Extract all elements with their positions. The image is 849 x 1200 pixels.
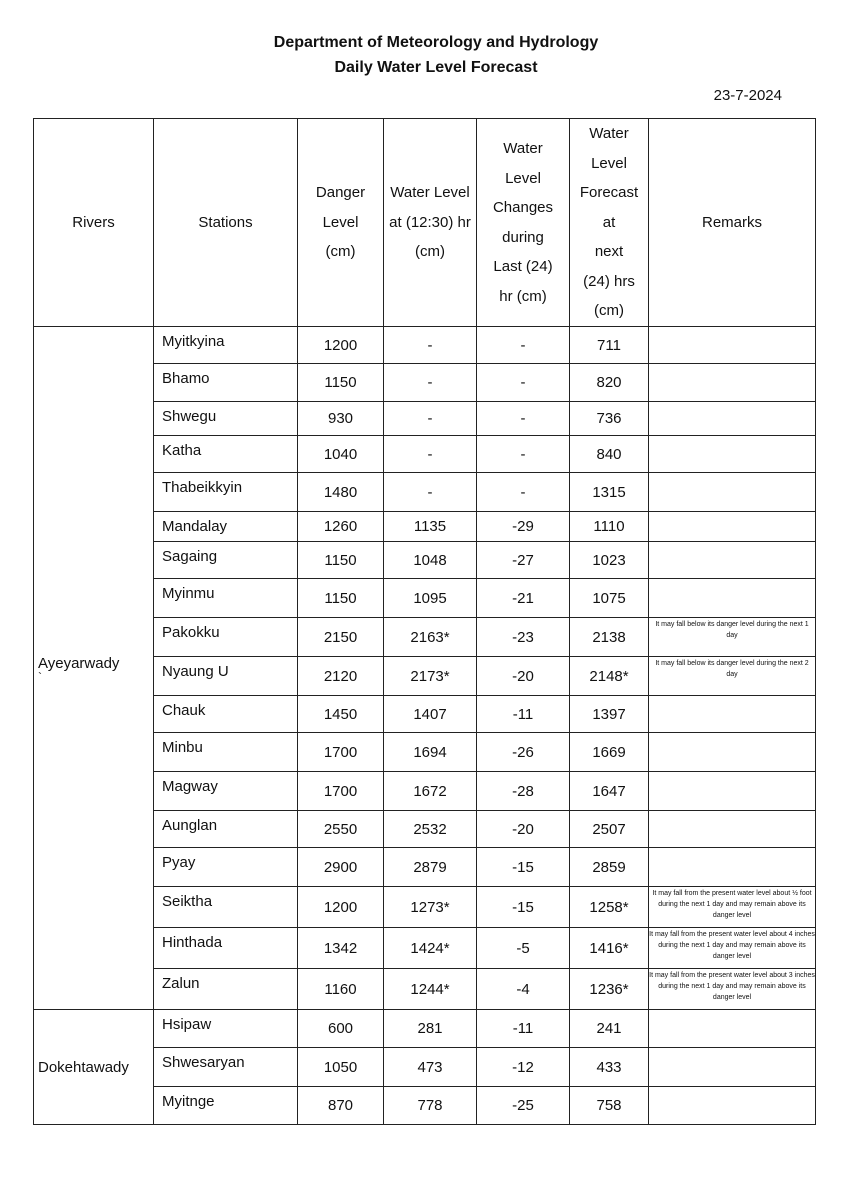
station-cell: Hsipaw bbox=[154, 1010, 298, 1048]
forecast-cell: 2859 bbox=[570, 848, 649, 887]
level-change-cell: -26 bbox=[477, 733, 570, 772]
station-cell: Hinthada bbox=[154, 928, 298, 969]
level-change-cell: - bbox=[477, 402, 570, 436]
danger-level-cell: 2900 bbox=[298, 848, 384, 887]
table-row bbox=[34, 1010, 816, 1048]
remarks-cell bbox=[649, 848, 816, 887]
remarks-cell bbox=[649, 1048, 816, 1087]
forecast-cell: 1236* bbox=[570, 969, 649, 1010]
remarks-cell bbox=[649, 436, 816, 473]
remarks-cell bbox=[649, 473, 816, 512]
table-body bbox=[34, 327, 816, 1125]
header-danger-level: Danger Level (cm) bbox=[298, 119, 384, 327]
water-level-cell: 2163* bbox=[384, 618, 477, 657]
danger-level-cell: 1700 bbox=[298, 772, 384, 811]
water-level-cell: - bbox=[384, 364, 477, 402]
station-cell: Minbu bbox=[154, 733, 298, 772]
level-change-cell: - bbox=[477, 364, 570, 402]
water-level-cell: - bbox=[384, 327, 477, 364]
danger-level-cell: 870 bbox=[298, 1087, 384, 1125]
level-change-cell: -27 bbox=[477, 542, 570, 579]
remarks-cell bbox=[649, 542, 816, 579]
title-line-2: Daily Water Level Forecast bbox=[334, 59, 538, 76]
river-name-text: Dokehtawady bbox=[38, 1058, 129, 1076]
forecast-cell: 840 bbox=[570, 436, 649, 473]
forecast-cell: 1416* bbox=[570, 928, 649, 969]
remarks-cell bbox=[649, 1087, 816, 1125]
remarks-cell bbox=[649, 327, 816, 364]
forecast-cell: 820 bbox=[570, 364, 649, 402]
danger-level-cell: 1700 bbox=[298, 733, 384, 772]
station-cell: Myinmu bbox=[154, 579, 298, 618]
danger-level-cell: 1342 bbox=[298, 928, 384, 969]
forecast-cell: 2507 bbox=[570, 811, 649, 848]
water-level-cell: 2532 bbox=[384, 811, 477, 848]
remarks-cell bbox=[649, 696, 816, 733]
level-change-cell: -12 bbox=[477, 1048, 570, 1087]
water-level-cell: 1273* bbox=[384, 887, 477, 928]
danger-level-cell: 600 bbox=[298, 1010, 384, 1048]
header-forecast: Water Level Forecast at next (24) hrs (cm) bbox=[570, 119, 649, 327]
river-name-text: Ayeyarwady bbox=[38, 654, 120, 672]
level-change-cell: -29 bbox=[477, 512, 570, 542]
water-level-cell: 1244* bbox=[384, 969, 477, 1010]
station-cell: Nyaung U bbox=[154, 657, 298, 696]
level-change-cell: -11 bbox=[477, 696, 570, 733]
danger-level-cell: 1150 bbox=[298, 364, 384, 402]
water-level-cell: 1424* bbox=[384, 928, 477, 969]
station-cell: Magway bbox=[154, 772, 298, 811]
title-line-1: Department of Meteorology and Hydrology bbox=[273, 34, 599, 51]
forecast-cell: 1669 bbox=[570, 733, 649, 772]
level-change-cell: -23 bbox=[477, 618, 570, 657]
water-level-cell: 1407 bbox=[384, 696, 477, 733]
danger-level-cell: 1050 bbox=[298, 1048, 384, 1087]
danger-level-cell: 1200 bbox=[298, 887, 384, 928]
station-cell: Myitkyina bbox=[154, 327, 298, 364]
water-level-cell: 281 bbox=[384, 1010, 477, 1048]
level-change-cell: -20 bbox=[477, 811, 570, 848]
level-change-cell: -20 bbox=[477, 657, 570, 696]
remarks-cell: It may fall below its danger level during the next 2 day bbox=[649, 657, 816, 696]
forecast-cell: 1258* bbox=[570, 887, 649, 928]
station-cell: Aunglan bbox=[154, 811, 298, 848]
remarks-cell: It may fall below its danger level during the next 1 day bbox=[649, 618, 816, 657]
station-cell: Myitnge bbox=[154, 1087, 298, 1125]
station-cell: Bhamo bbox=[154, 364, 298, 402]
document-title bbox=[0, 30, 849, 80]
header-water-level: Water Level at (12:30) hr (cm) bbox=[384, 119, 477, 327]
danger-level-cell: 2550 bbox=[298, 811, 384, 848]
water-level-cell: 1048 bbox=[384, 542, 477, 579]
water-level-cell: - bbox=[384, 436, 477, 473]
header-remarks: Remarks bbox=[649, 119, 816, 327]
level-change-cell: -25 bbox=[477, 1087, 570, 1125]
forecast-cell: 2138 bbox=[570, 618, 649, 657]
remarks-cell bbox=[649, 811, 816, 848]
forecast-cell: 758 bbox=[570, 1087, 649, 1125]
station-cell: Pakokku bbox=[154, 618, 298, 657]
level-change-cell: - bbox=[477, 436, 570, 473]
station-cell: Thabeikkyin bbox=[154, 473, 298, 512]
forecast-cell: 736 bbox=[570, 402, 649, 436]
water-level-cell: 778 bbox=[384, 1087, 477, 1125]
river-mark: ` bbox=[38, 669, 42, 684]
danger-level-cell: 930 bbox=[298, 402, 384, 436]
station-cell: Chauk bbox=[154, 696, 298, 733]
header-rivers: Rivers bbox=[34, 119, 154, 327]
remarks-cell bbox=[649, 579, 816, 618]
level-change-cell: -15 bbox=[477, 848, 570, 887]
station-cell: Sagaing bbox=[154, 542, 298, 579]
danger-level-cell: 1480 bbox=[298, 473, 384, 512]
station-cell: Katha bbox=[154, 436, 298, 473]
level-change-cell: -28 bbox=[477, 772, 570, 811]
level-change-cell: -4 bbox=[477, 969, 570, 1010]
forecast-cell: 433 bbox=[570, 1048, 649, 1087]
forecast-cell: 1315 bbox=[570, 473, 649, 512]
forecast-cell: 241 bbox=[570, 1010, 649, 1048]
remarks-cell bbox=[649, 772, 816, 811]
station-cell: Pyay bbox=[154, 848, 298, 887]
level-change-cell: - bbox=[477, 473, 570, 512]
station-cell: Seiktha bbox=[154, 887, 298, 928]
forecast-cell: 1647 bbox=[570, 772, 649, 811]
level-change-cell: -11 bbox=[477, 1010, 570, 1048]
remarks-cell bbox=[649, 512, 816, 542]
station-cell: Shwegu bbox=[154, 402, 298, 436]
forecast-cell: 1110 bbox=[570, 512, 649, 542]
danger-level-cell: 1150 bbox=[298, 579, 384, 618]
remarks-cell: It may fall from the present water level about 4 inches during the next 1 day and may remain above its danger level bbox=[649, 928, 816, 969]
remarks-cell bbox=[649, 733, 816, 772]
danger-level-cell: 2120 bbox=[298, 657, 384, 696]
remarks-cell bbox=[649, 402, 816, 436]
level-change-cell: -21 bbox=[477, 579, 570, 618]
remarks-cell: It may fall from the present water level about ½ foot during the next 1 day and may remain above its danger level bbox=[649, 887, 816, 928]
water-level-table bbox=[33, 118, 816, 1125]
forecast-cell: 1075 bbox=[570, 579, 649, 618]
forecast-cell: 1023 bbox=[570, 542, 649, 579]
header-stations: Stations bbox=[154, 119, 298, 327]
danger-level-cell: 1260 bbox=[298, 512, 384, 542]
water-level-cell: - bbox=[384, 402, 477, 436]
level-change-cell: -15 bbox=[477, 887, 570, 928]
water-level-cell: 1135 bbox=[384, 512, 477, 542]
level-change-cell: -5 bbox=[477, 928, 570, 969]
water-level-cell: - bbox=[384, 473, 477, 512]
danger-level-cell: 1200 bbox=[298, 327, 384, 364]
header-row bbox=[34, 119, 816, 327]
danger-level-cell: 1160 bbox=[298, 969, 384, 1010]
danger-level-cell: 1040 bbox=[298, 436, 384, 473]
forecast-cell: 1397 bbox=[570, 696, 649, 733]
water-level-cell: 1694 bbox=[384, 733, 477, 772]
river-name bbox=[34, 1010, 154, 1125]
remarks-cell: It may fall from the present water level about 3 inches during the next 1 day and may remain above its danger level bbox=[649, 969, 816, 1010]
document-date: 23-7-2024 bbox=[713, 87, 782, 104]
water-level-cell: 473 bbox=[384, 1048, 477, 1087]
river-name bbox=[34, 327, 154, 1010]
danger-level-cell: 1450 bbox=[298, 696, 384, 733]
table-row bbox=[34, 327, 816, 364]
remarks-cell bbox=[649, 364, 816, 402]
water-level-cell: 2879 bbox=[384, 848, 477, 887]
danger-level-cell: 1150 bbox=[298, 542, 384, 579]
header-changes: Water Level Changes during Last (24) hr (cm) bbox=[477, 119, 570, 327]
water-level-cell: 1095 bbox=[384, 579, 477, 618]
forecast-cell: 2148* bbox=[570, 657, 649, 696]
water-level-cell: 2173* bbox=[384, 657, 477, 696]
station-cell: Mandalay bbox=[154, 512, 298, 542]
station-cell: Shwesaryan bbox=[154, 1048, 298, 1087]
remarks-cell bbox=[649, 1010, 816, 1048]
forecast-cell: 711 bbox=[570, 327, 649, 364]
danger-level-cell: 2150 bbox=[298, 618, 384, 657]
level-change-cell: - bbox=[477, 327, 570, 364]
water-level-cell: 1672 bbox=[384, 772, 477, 811]
station-cell: Zalun bbox=[154, 969, 298, 1010]
